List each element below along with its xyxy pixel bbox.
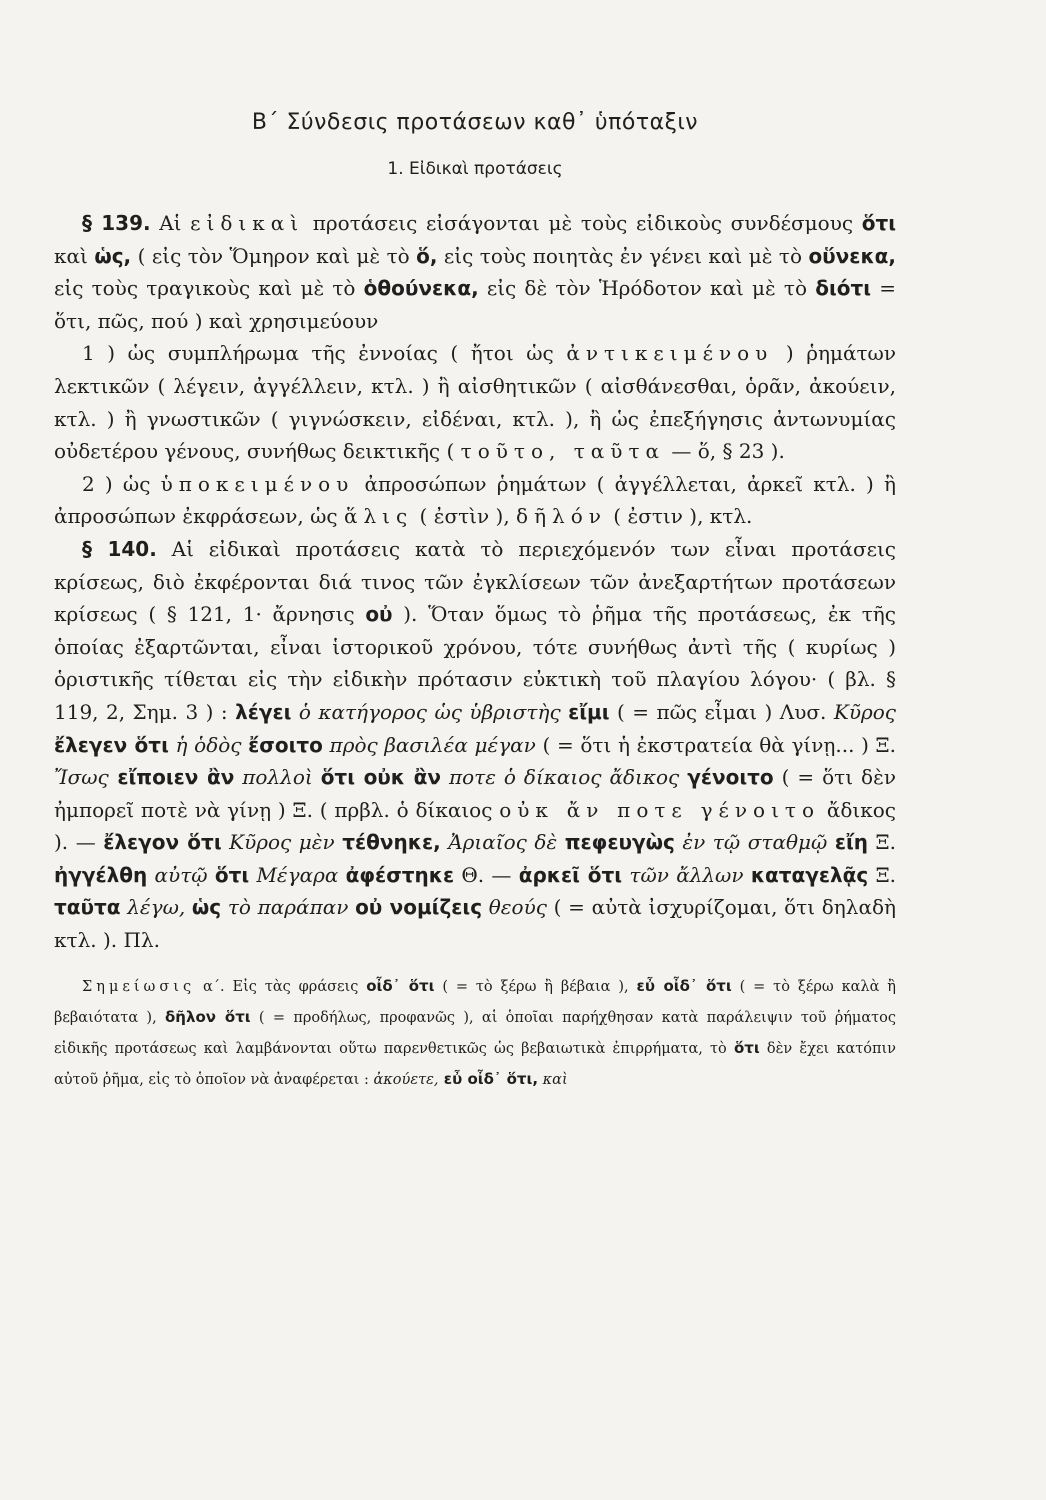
paragraph-140: § 140. Αἱ εἰδικαὶ προτάσεις κατὰ τὸ περιεχόμενόν των εἶναι προτάσεις κρίσεως, διὸ ἐκφέρονται διά τινος τῶν ἐγκλίσεων τῶν ἀνεξαρτήτων προτάσεων κρίσεως ( § 121, 1· ἄρνησις οὐ ). Ὅταν ὅμως τὸ ῥῆμα τῆς προτάσεως, ἐκ τῆς ὁποίας ἐξαρτῶνται, εἶναι ἱστορικοῦ χρόνου, τότε συνήθως ἀντὶ τῆς ( κυρίως ) ὁριστικῆς τίθεται εἰς τὴν εἰδικὴν πρότασιν εὐκτικὴ τοῦ πλαγίου λόγου· ( βλ. § 119, 2, Σημ. 3 ) : λέγει ὁ κατήγορος ὡς ὑβριστὴς εἴμι ( = πῶς εἶμαι ) Λυσ. Κῦρος ἔλεγεν ὅτι ἡ ὁδὸς ἔσοιτο πρὸς βασιλέα μέγαν ( = ὅτι ἡ ἐκστρατεία θὰ γίνῃ... ) Ξ. Ἴσως εἴποιεν ἂν πολλοὶ ὅτι οὐκ ἂν ποτε ὁ δίκαιος ἄδικος γένοιτο ( = ὅτι δὲν ἠμπορεῖ ποτὲ νὰ γίνῃ ) Ξ. ( πρβλ. ὁ δίκαιος οὐκ ἄν ποτε γένοιτο ἄδικος ). — ἔλεγον ὅτι Κῦρος μὲν τέθνηκε, Ἀριαῖος δὲ πεφευγὼς ἐν τῷ σταθμῷ εἴη Ξ. ἠγγέλθη αὐτῷ ὅτι Μέγαρα ἀφέστηκε Θ. — ἀρκεῖ ὅτι τῶν ἄλλων καταγελᾷς Ξ. ταῦτα λέγω, ὡς τὸ παράπαν οὐ νομίζεις θεούς ( = αὐτὰ ἰσχυρίζομαι, ὅτι δηλαδὴ κτλ. ). Πλ. (54, 536, 896, 953)
paragraph-139: § 139. Αἱ εἰδικαὶ προτάσεις εἰσάγονται μὲ τοὺς εἰδικοὺς συνδέσμους ὅτι καὶ ὡς, ( εἰς τὸν Ὅμηρον καὶ μὲ τὸ ὅ, εἰς τοὺς ποιητὰς ἐν γένει καὶ μὲ τὸ οὕνεκα, εἰς τοὺς τραγικοὺς καὶ μὲ τὸ ὁθούνεκα, εἰς δὲ τὸν Ἡρόδοτον καὶ μὲ τὸ διότι = ὅτι, πῶς, πού ) καὶ χρησιμεύουν (54, 211, 896, 333)
page (54, 110, 896, 1109)
subsection-heading: 1. Εἰδικαὶ προτάσεις (387, 159, 563, 179)
note-alpha: Σημείωσις α΄. Εἰς τὰς φράσεις οἶδ᾽ ὅτι ( = τὸ ξέρω ἢ βέβαια ), εὖ οἶδ᾽ ὅτι ( = τὸ ξέρω καλὰ ἢ βεβαιότατα ), δῆλον ὅτι ( = προδήλως, προφανῶς ), αἱ ὁποῖαι παρήχθησαν κατὰ παράλειψιν τοῦ ῥήματος εἰδικῆς προτάσεως καὶ λαμβάνονται οὕτω παρενθετικῶς ὡς βεβαιωτικὰ ἐπιρρήματα, τὸ ὅτι δὲν ἔχει κατόπιν αὐτοῦ ῥῆμα, εἰς τὸ ὁποῖον νὰ ἀναφέρεται : ἀκούετε, εὖ οἶδ᾽ ὅτι, καὶ (54, 976, 896, 1088)
section-heading: Β΄ Σύνδεσις προτάσεων καθ᾽ ὑπόταξιν (251, 110, 699, 135)
item-2: 2 ) ὡς ὑποκειμένου ἀπροσώπων ῥημάτων ( ἀγγέλλεται, ἀρκεῖ κτλ. ) ἢ ἀπροσώπων ἐκφράσεων, ὡς ἅλις ( ἐστὶν ), δῆλόν ( ἐστιν ), κτλ. (54, 471, 896, 529)
section-number: § 139. (82, 211, 151, 235)
item-1: 1 ) ὡς συμπλήρωμα τῆς ἐννοίας ( ἤτοι ὡς ἀντικειμένου ) ῥημάτων λεκτικῶν ( λέγειν, ἀγγέλλειν, κτλ. ) ἢ αἰσθητικῶν ( αἰσθάνεσθαι, ὁρᾶν, ἀκούειν, κτλ. ) ἢ γνωστικῶν ( γιγνώσκειν, εἰδέναι, κτλ. ), ἢ ὡς ἐπεξήγησις ἀντωνυμίας οὐδετέρου γένους, συνήθως δεικτικῆς ( τοῦτο, ταῦτα — ὅ, § 23 ). (54, 341, 896, 464)
section-number: § 140. (82, 536, 157, 561)
